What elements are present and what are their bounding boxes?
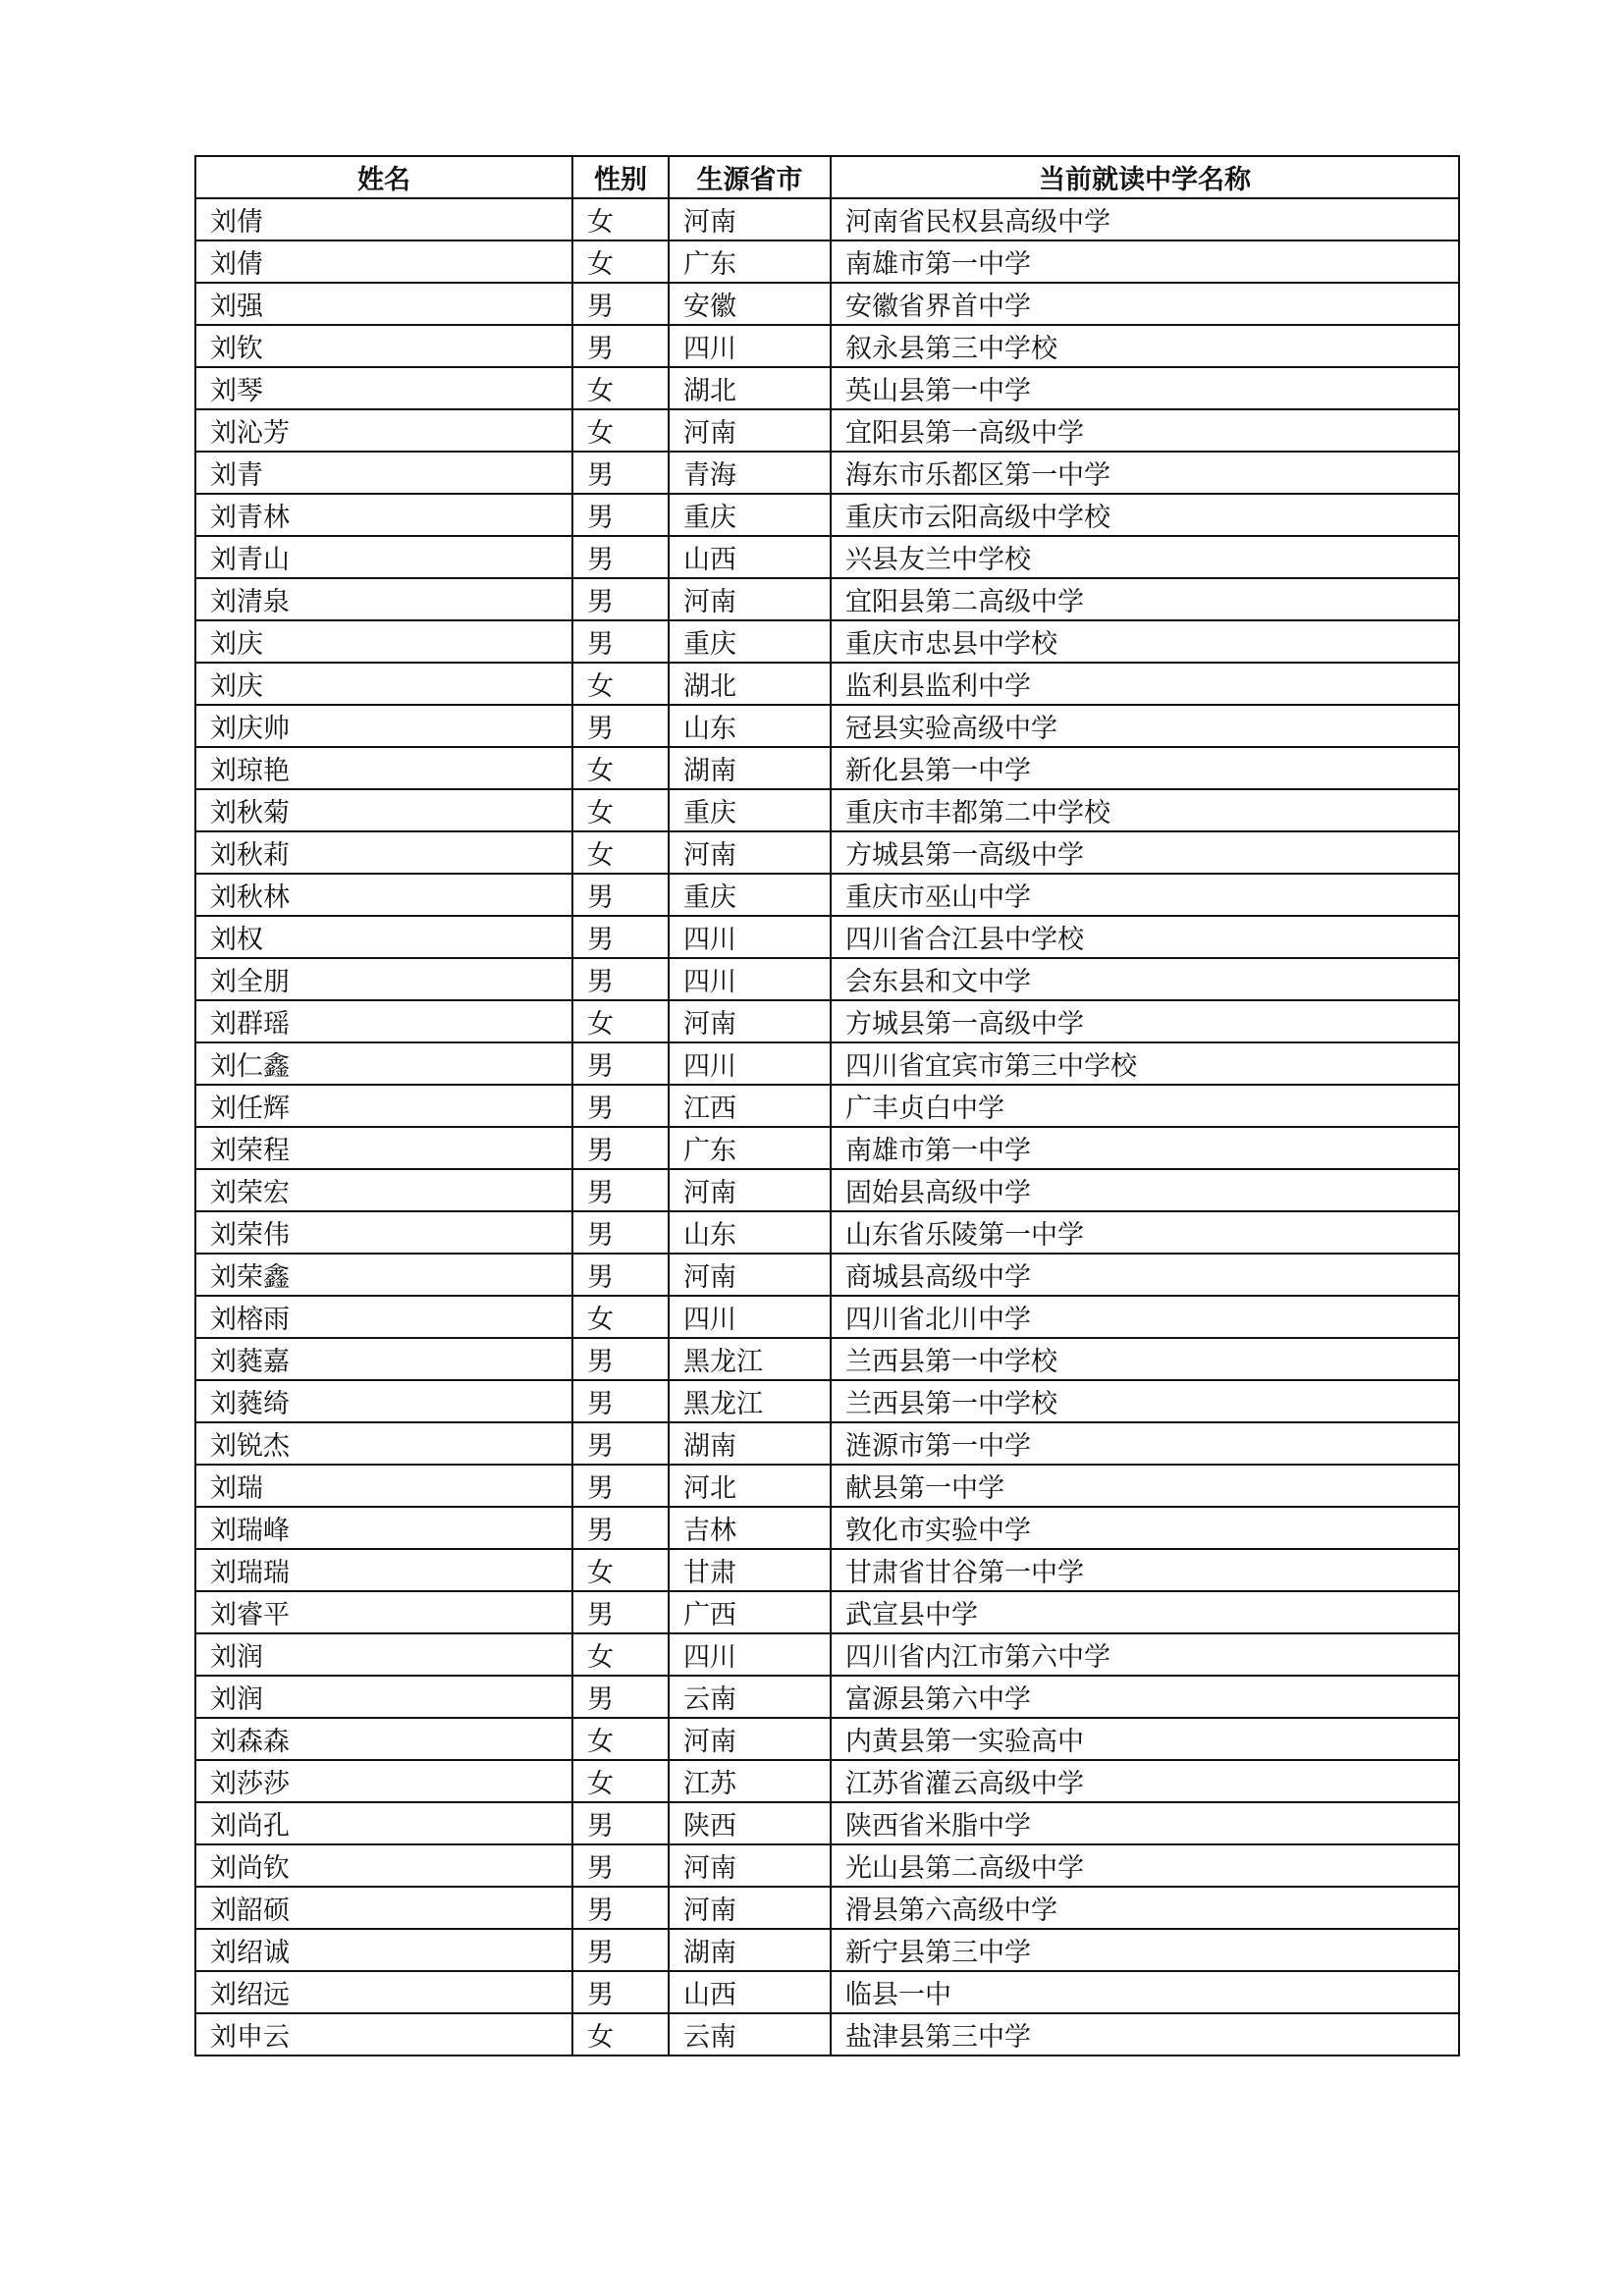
cell-gender: 女 bbox=[572, 1760, 669, 1802]
cell-gender: 男 bbox=[572, 1802, 669, 1844]
cell-gender: 女 bbox=[572, 831, 669, 874]
cell-school: 四川省内江市第六中学 bbox=[831, 1633, 1459, 1676]
cell-gender: 女 bbox=[572, 1296, 669, 1338]
cell-school: 甘肃省甘谷第一中学 bbox=[831, 1549, 1459, 1591]
cell-school: 新化县第一中学 bbox=[831, 747, 1459, 789]
cell-name: 刘瑞 bbox=[195, 1465, 572, 1507]
cell-name: 刘群瑶 bbox=[195, 1000, 572, 1042]
cell-gender: 男 bbox=[572, 1169, 669, 1211]
cell-province: 河南 bbox=[669, 1254, 831, 1296]
cell-gender: 女 bbox=[572, 1549, 669, 1591]
cell-name: 刘琼艳 bbox=[195, 747, 572, 789]
cell-name: 刘韶硕 bbox=[195, 1887, 572, 1929]
cell-school: 宜阳县第二高级中学 bbox=[831, 578, 1459, 620]
cell-school: 冠县实验高级中学 bbox=[831, 705, 1459, 747]
cell-name: 刘瑞峰 bbox=[195, 1507, 572, 1549]
cell-province: 河南 bbox=[669, 1718, 831, 1760]
cell-province: 重庆 bbox=[669, 620, 831, 663]
header-school: 当前就读中学名称 bbox=[831, 156, 1459, 198]
cell-school: 临县一中 bbox=[831, 1971, 1459, 2013]
cell-school: 涟源市第一中学 bbox=[831, 1422, 1459, 1465]
table-row bbox=[195, 578, 1459, 620]
table-row bbox=[195, 1254, 1459, 1296]
cell-province: 河南 bbox=[669, 1887, 831, 1929]
cell-province: 河北 bbox=[669, 1465, 831, 1507]
cell-school: 广丰贞白中学 bbox=[831, 1085, 1459, 1127]
cell-school: 兴县友兰中学校 bbox=[831, 536, 1459, 578]
cell-province: 重庆 bbox=[669, 494, 831, 536]
cell-province: 云南 bbox=[669, 2013, 831, 2056]
cell-province: 山东 bbox=[669, 1211, 831, 1254]
cell-name: 刘锐杰 bbox=[195, 1422, 572, 1465]
cell-name: 刘绍诚 bbox=[195, 1929, 572, 1971]
cell-school: 四川省宜宾市第三中学校 bbox=[831, 1042, 1459, 1085]
table-row bbox=[195, 1338, 1459, 1380]
cell-gender: 女 bbox=[572, 367, 669, 409]
table-row bbox=[195, 705, 1459, 747]
cell-school: 滑县第六高级中学 bbox=[831, 1887, 1459, 1929]
cell-school: 南雄市第一中学 bbox=[831, 1127, 1459, 1169]
cell-school: 武宣县中学 bbox=[831, 1591, 1459, 1633]
cell-gender: 女 bbox=[572, 409, 669, 452]
cell-gender: 男 bbox=[572, 1591, 669, 1633]
cell-school: 重庆市云阳高级中学校 bbox=[831, 494, 1459, 536]
cell-province: 河南 bbox=[669, 831, 831, 874]
cell-gender: 男 bbox=[572, 916, 669, 958]
cell-gender: 男 bbox=[572, 1887, 669, 1929]
cell-school: 英山县第一中学 bbox=[831, 367, 1459, 409]
cell-gender: 女 bbox=[572, 1633, 669, 1676]
cell-province: 河南 bbox=[669, 1169, 831, 1211]
cell-school: 献县第一中学 bbox=[831, 1465, 1459, 1507]
table-body bbox=[195, 198, 1459, 2056]
cell-school: 陕西省米脂中学 bbox=[831, 1802, 1459, 1844]
cell-name: 刘润 bbox=[195, 1676, 572, 1718]
cell-province: 四川 bbox=[669, 916, 831, 958]
cell-school: 固始县高级中学 bbox=[831, 1169, 1459, 1211]
cell-school: 内黄县第一实验高中 bbox=[831, 1718, 1459, 1760]
cell-school: 山东省乐陵第一中学 bbox=[831, 1211, 1459, 1254]
table-row bbox=[195, 198, 1459, 240]
cell-gender: 男 bbox=[572, 1929, 669, 1971]
cell-province: 山东 bbox=[669, 705, 831, 747]
cell-gender: 男 bbox=[572, 705, 669, 747]
cell-province: 河南 bbox=[669, 578, 831, 620]
table-row bbox=[195, 1507, 1459, 1549]
cell-school: 盐津县第三中学 bbox=[831, 2013, 1459, 2056]
cell-name: 刘青林 bbox=[195, 494, 572, 536]
cell-school: 宜阳县第一高级中学 bbox=[831, 409, 1459, 452]
cell-gender: 女 bbox=[572, 1000, 669, 1042]
table-row bbox=[195, 1085, 1459, 1127]
cell-gender: 男 bbox=[572, 958, 669, 1000]
table-row bbox=[195, 494, 1459, 536]
cell-school: 光山县第二高级中学 bbox=[831, 1844, 1459, 1887]
cell-school: 监利县监利中学 bbox=[831, 663, 1459, 705]
cell-gender: 男 bbox=[572, 536, 669, 578]
cell-name: 刘秋菊 bbox=[195, 789, 572, 831]
cell-name: 刘申云 bbox=[195, 2013, 572, 2056]
cell-name: 刘荣伟 bbox=[195, 1211, 572, 1254]
cell-school: 兰西县第一中学校 bbox=[831, 1338, 1459, 1380]
cell-gender: 男 bbox=[572, 1042, 669, 1085]
cell-school: 安徽省界首中学 bbox=[831, 283, 1459, 325]
cell-province: 广东 bbox=[669, 240, 831, 283]
cell-gender: 女 bbox=[572, 1718, 669, 1760]
cell-name: 刘秋林 bbox=[195, 874, 572, 916]
cell-province: 江苏 bbox=[669, 1760, 831, 1802]
cell-name: 刘蕤绮 bbox=[195, 1380, 572, 1422]
cell-school: 叙永县第三中学校 bbox=[831, 325, 1459, 367]
cell-province: 四川 bbox=[669, 1296, 831, 1338]
table-row bbox=[195, 240, 1459, 283]
cell-province: 重庆 bbox=[669, 789, 831, 831]
cell-province: 河南 bbox=[669, 198, 831, 240]
table-row bbox=[195, 2013, 1459, 2056]
cell-gender: 男 bbox=[572, 1844, 669, 1887]
cell-province: 黑龙江 bbox=[669, 1380, 831, 1422]
cell-province: 湖北 bbox=[669, 663, 831, 705]
table-row bbox=[195, 1760, 1459, 1802]
cell-gender: 男 bbox=[572, 1422, 669, 1465]
cell-school: 重庆市丰都第二中学校 bbox=[831, 789, 1459, 831]
cell-name: 刘莎莎 bbox=[195, 1760, 572, 1802]
cell-school: 四川省北川中学 bbox=[831, 1296, 1459, 1338]
table-row bbox=[195, 409, 1459, 452]
table-row bbox=[195, 1211, 1459, 1254]
cell-province: 广西 bbox=[669, 1591, 831, 1633]
cell-school: 富源县第六中学 bbox=[831, 1676, 1459, 1718]
cell-province: 四川 bbox=[669, 1633, 831, 1676]
table-row bbox=[195, 958, 1459, 1000]
cell-gender: 男 bbox=[572, 1211, 669, 1254]
cell-province: 河南 bbox=[669, 1844, 831, 1887]
header-gender: 性别 bbox=[572, 156, 669, 198]
cell-gender: 男 bbox=[572, 283, 669, 325]
cell-school: 方城县第一高级中学 bbox=[831, 1000, 1459, 1042]
cell-school: 方城县第一高级中学 bbox=[831, 831, 1459, 874]
cell-name: 刘荣宏 bbox=[195, 1169, 572, 1211]
cell-gender: 男 bbox=[572, 1507, 669, 1549]
cell-name: 刘尚钦 bbox=[195, 1844, 572, 1887]
cell-school: 新宁县第三中学 bbox=[831, 1929, 1459, 1971]
table-row bbox=[195, 1887, 1459, 1929]
cell-name: 刘庆 bbox=[195, 663, 572, 705]
cell-gender: 女 bbox=[572, 789, 669, 831]
table-row bbox=[195, 536, 1459, 578]
cell-name: 刘庆帅 bbox=[195, 705, 572, 747]
table-row bbox=[195, 452, 1459, 494]
cell-gender: 男 bbox=[572, 578, 669, 620]
cell-province: 黑龙江 bbox=[669, 1338, 831, 1380]
table-row bbox=[195, 789, 1459, 831]
cell-name: 刘任辉 bbox=[195, 1085, 572, 1127]
table-row bbox=[195, 916, 1459, 958]
cell-name: 刘清泉 bbox=[195, 578, 572, 620]
table-row bbox=[195, 1169, 1459, 1211]
cell-province: 云南 bbox=[669, 1676, 831, 1718]
cell-school: 会东县和文中学 bbox=[831, 958, 1459, 1000]
cell-gender: 男 bbox=[572, 325, 669, 367]
cell-gender: 男 bbox=[572, 1338, 669, 1380]
cell-name: 刘荣程 bbox=[195, 1127, 572, 1169]
table-row bbox=[195, 325, 1459, 367]
table-row bbox=[195, 1591, 1459, 1633]
cell-school: 重庆市忠县中学校 bbox=[831, 620, 1459, 663]
table-row bbox=[195, 283, 1459, 325]
cell-gender: 男 bbox=[572, 1971, 669, 2013]
cell-gender: 女 bbox=[572, 240, 669, 283]
cell-name: 刘瑞瑞 bbox=[195, 1549, 572, 1591]
table-row bbox=[195, 1802, 1459, 1844]
cell-province: 四川 bbox=[669, 1042, 831, 1085]
cell-name: 刘秋莉 bbox=[195, 831, 572, 874]
table-row bbox=[195, 1633, 1459, 1676]
cell-province: 青海 bbox=[669, 452, 831, 494]
cell-gender: 女 bbox=[572, 663, 669, 705]
header-name: 姓名 bbox=[195, 156, 572, 198]
cell-gender: 男 bbox=[572, 1127, 669, 1169]
cell-school: 重庆市巫山中学 bbox=[831, 874, 1459, 916]
table-row bbox=[195, 831, 1459, 874]
cell-name: 刘榕雨 bbox=[195, 1296, 572, 1338]
cell-province: 甘肃 bbox=[669, 1549, 831, 1591]
table-row bbox=[195, 663, 1459, 705]
cell-name: 刘权 bbox=[195, 916, 572, 958]
table-row bbox=[195, 1549, 1459, 1591]
table-row bbox=[195, 1000, 1459, 1042]
cell-school: 商城县高级中学 bbox=[831, 1254, 1459, 1296]
header-row bbox=[195, 156, 1459, 198]
cell-province: 湖南 bbox=[669, 1929, 831, 1971]
cell-province: 江西 bbox=[669, 1085, 831, 1127]
cell-name: 刘强 bbox=[195, 283, 572, 325]
table-row bbox=[195, 1971, 1459, 2013]
cell-school: 河南省民权县高级中学 bbox=[831, 198, 1459, 240]
table-row bbox=[195, 620, 1459, 663]
cell-province: 河南 bbox=[669, 409, 831, 452]
cell-gender: 男 bbox=[572, 494, 669, 536]
cell-province: 广东 bbox=[669, 1127, 831, 1169]
cell-name: 刘倩 bbox=[195, 240, 572, 283]
cell-province: 河南 bbox=[669, 1000, 831, 1042]
cell-name: 刘森森 bbox=[195, 1718, 572, 1760]
cell-gender: 女 bbox=[572, 747, 669, 789]
cell-gender: 男 bbox=[572, 1676, 669, 1718]
table-row bbox=[195, 1929, 1459, 1971]
cell-province: 四川 bbox=[669, 325, 831, 367]
cell-name: 刘全朋 bbox=[195, 958, 572, 1000]
cell-gender: 男 bbox=[572, 1254, 669, 1296]
cell-province: 重庆 bbox=[669, 874, 831, 916]
cell-province: 陕西 bbox=[669, 1802, 831, 1844]
cell-name: 刘琴 bbox=[195, 367, 572, 409]
cell-name: 刘青山 bbox=[195, 536, 572, 578]
cell-name: 刘庆 bbox=[195, 620, 572, 663]
cell-name: 刘沁芳 bbox=[195, 409, 572, 452]
table-row bbox=[195, 747, 1459, 789]
cell-name: 刘蕤嘉 bbox=[195, 1338, 572, 1380]
cell-name: 刘睿平 bbox=[195, 1591, 572, 1633]
cell-gender: 男 bbox=[572, 1380, 669, 1422]
table-row bbox=[195, 1042, 1459, 1085]
table-row bbox=[195, 1296, 1459, 1338]
cell-school: 兰西县第一中学校 bbox=[831, 1380, 1459, 1422]
cell-name: 刘倩 bbox=[195, 198, 572, 240]
cell-school: 海东市乐都区第一中学 bbox=[831, 452, 1459, 494]
cell-name: 刘青 bbox=[195, 452, 572, 494]
cell-name: 刘尚孔 bbox=[195, 1802, 572, 1844]
cell-name: 刘绍远 bbox=[195, 1971, 572, 2013]
table-row bbox=[195, 1422, 1459, 1465]
student-table bbox=[194, 155, 1460, 2056]
cell-province: 四川 bbox=[669, 958, 831, 1000]
table-row bbox=[195, 1676, 1459, 1718]
cell-province: 湖南 bbox=[669, 1422, 831, 1465]
cell-school: 敦化市实验中学 bbox=[831, 1507, 1459, 1549]
cell-name: 刘仁鑫 bbox=[195, 1042, 572, 1085]
table-row bbox=[195, 1380, 1459, 1422]
table-row bbox=[195, 1465, 1459, 1507]
table-row bbox=[195, 1127, 1459, 1169]
cell-gender: 女 bbox=[572, 2013, 669, 2056]
table-row bbox=[195, 367, 1459, 409]
cell-school: 四川省合江县中学校 bbox=[831, 916, 1459, 958]
table-row bbox=[195, 874, 1459, 916]
cell-name: 刘钦 bbox=[195, 325, 572, 367]
table-row bbox=[195, 1718, 1459, 1760]
cell-gender: 男 bbox=[572, 620, 669, 663]
cell-province: 山西 bbox=[669, 536, 831, 578]
cell-gender: 男 bbox=[572, 452, 669, 494]
cell-province: 湖北 bbox=[669, 367, 831, 409]
cell-school: 江苏省灌云高级中学 bbox=[831, 1760, 1459, 1802]
cell-province: 安徽 bbox=[669, 283, 831, 325]
cell-gender: 男 bbox=[572, 874, 669, 916]
cell-name: 刘荣鑫 bbox=[195, 1254, 572, 1296]
cell-name: 刘润 bbox=[195, 1633, 572, 1676]
cell-gender: 男 bbox=[572, 1085, 669, 1127]
cell-province: 吉林 bbox=[669, 1507, 831, 1549]
table-row bbox=[195, 1844, 1459, 1887]
header-province: 生源省市 bbox=[669, 156, 831, 198]
cell-province: 湖南 bbox=[669, 747, 831, 789]
cell-school: 南雄市第一中学 bbox=[831, 240, 1459, 283]
cell-province: 山西 bbox=[669, 1971, 831, 2013]
cell-gender: 女 bbox=[572, 198, 669, 240]
cell-gender: 男 bbox=[572, 1465, 669, 1507]
